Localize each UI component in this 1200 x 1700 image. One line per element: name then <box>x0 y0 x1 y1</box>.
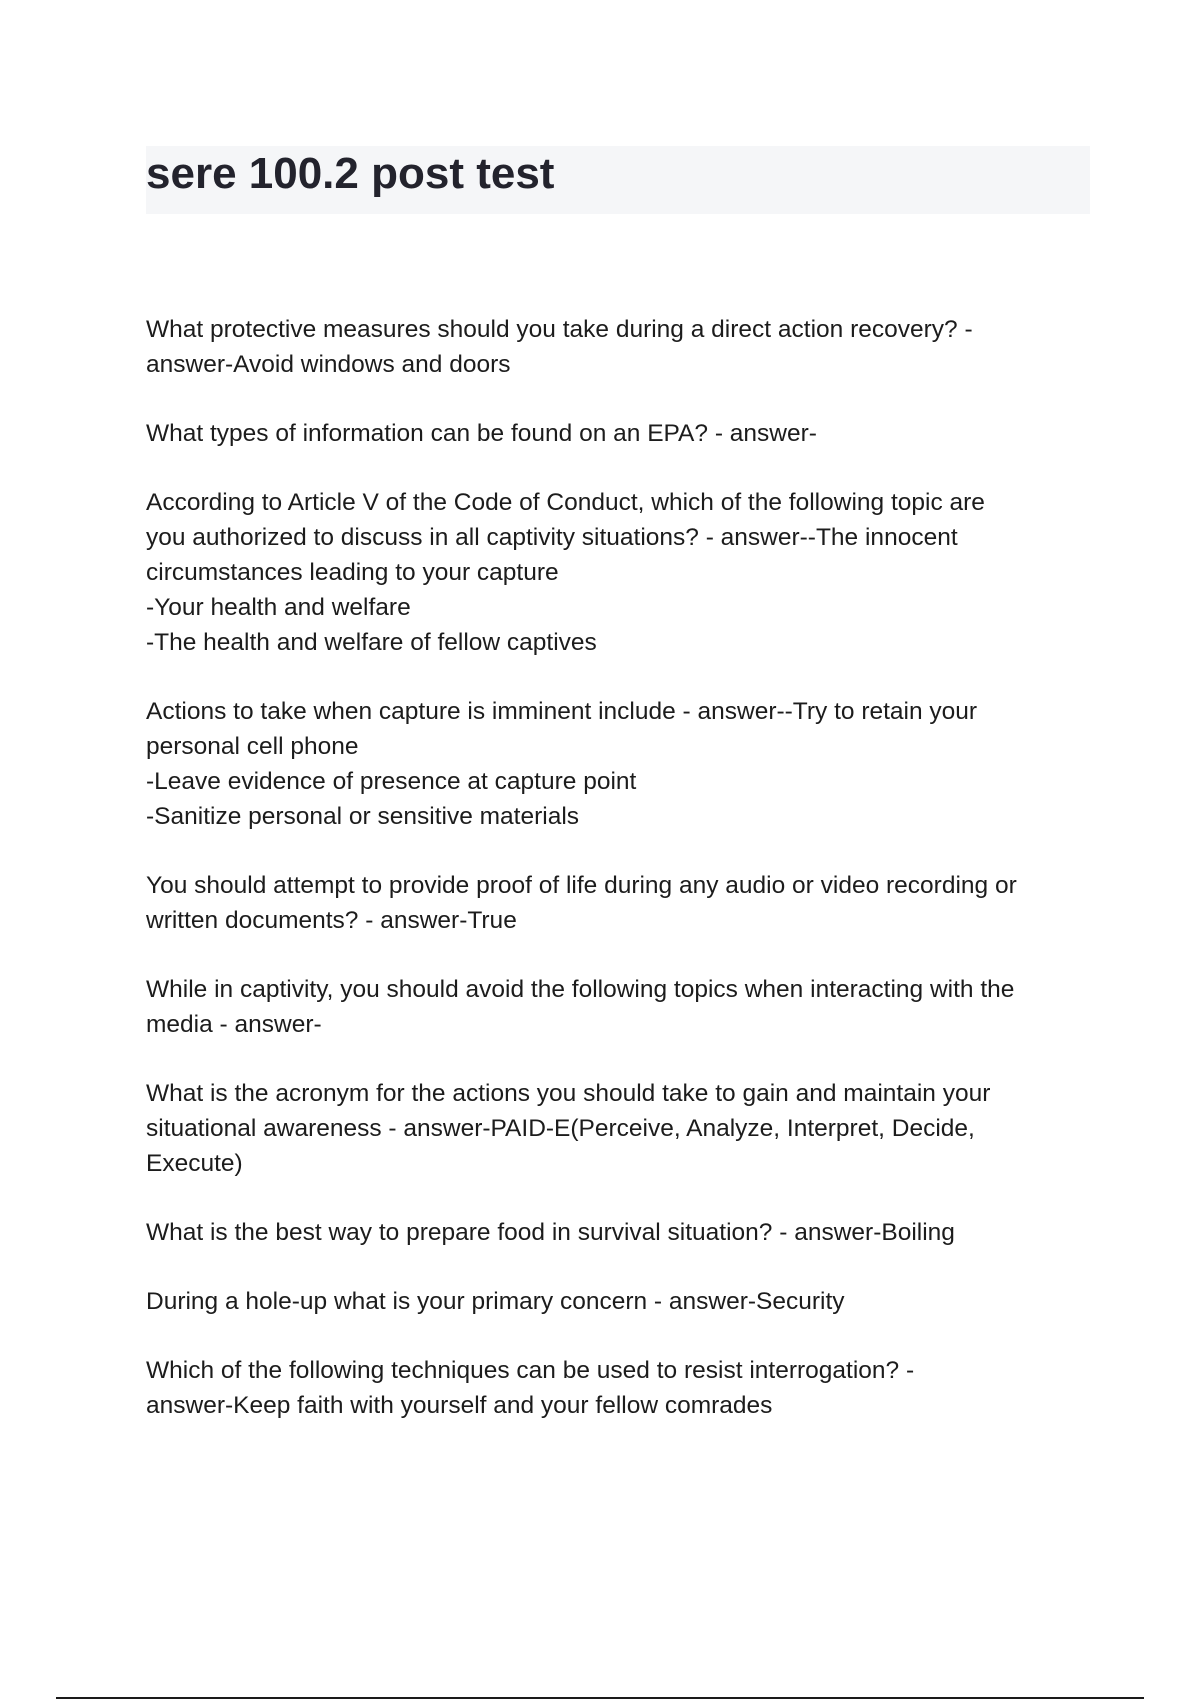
qa-item-1: What protective measures should you take during a direct action recovery? - answer-Avoid windows and doors <box>146 316 973 378</box>
qa-item-2: What types of information can be found on an EPA? - answer- <box>146 420 817 447</box>
qa-item-9: During a hole-up what is your primary concern - answer-Security <box>146 1288 845 1315</box>
qa-item-3: According to Article V of the Code of Conduct, which of the following topic are you authorized to discuss in all captivity situations? - answer--The innocent circumstances leading to your capture -Your health and welfare -The health and welfare of fellow captives <box>146 489 985 656</box>
page-title: sere 100.2 post test <box>146 149 555 198</box>
qa-item-8: What is the best way to prepare food in survival situation? - answer-Boiling <box>146 1219 955 1246</box>
qa-item-7: What is the acronym for the actions you should take to gain and maintain your situational awareness - answer-PAID-E(Perceive, Analyze, Interpret, Decide, Execute) <box>146 1080 991 1177</box>
question-answer-list <box>146 312 1096 1457</box>
qa-item-5: You should attempt to provide proof of life during any audio or video recording or written documents? - answer-True <box>146 872 1017 934</box>
title-banner <box>146 146 1090 214</box>
footer-divider <box>56 1697 1144 1699</box>
qa-item-10: Which of the following techniques can be used to resist interrogation? - answer-Keep faith with yourself and your fellow comrades <box>146 1357 915 1419</box>
qa-item-4: Actions to take when capture is imminent include - answer--Try to retain your personal cell phone -Leave evidence of presence at capture point -Sanitize personal or sensitive materials <box>146 698 978 830</box>
qa-item-6: While in captivity, you should avoid the following topics when interacting with the media - answer- <box>146 976 1015 1038</box>
